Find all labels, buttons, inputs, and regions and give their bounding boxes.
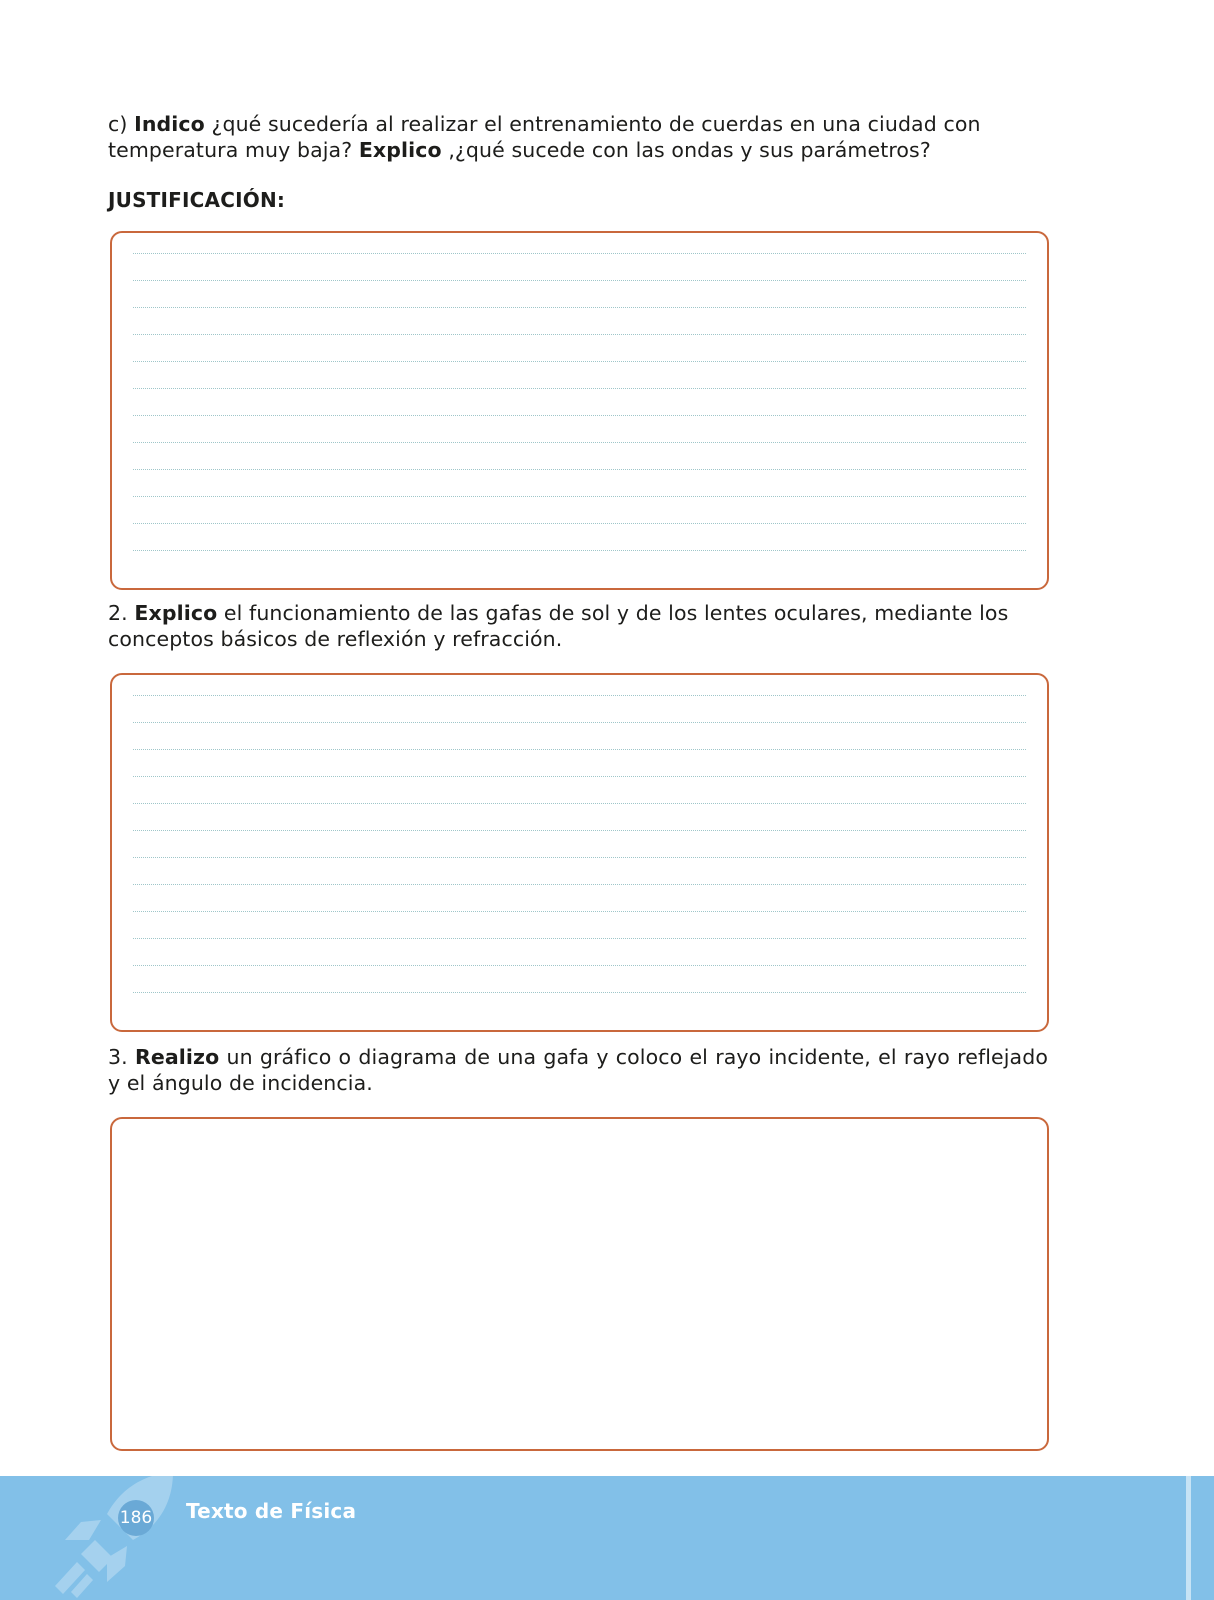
writing-line: [133, 496, 1026, 497]
answer-box-question-2[interactable]: [110, 673, 1049, 1032]
writing-line: [133, 749, 1026, 750]
writing-line: [133, 388, 1026, 389]
writing-line: [133, 803, 1026, 804]
writing-line: [133, 442, 1026, 443]
question-2-prefix: 2.: [108, 601, 135, 625]
writing-line: [133, 361, 1026, 362]
justification-heading: JUSTIFICACIÓN:: [108, 188, 286, 212]
question-2-text: [108, 600, 1048, 652]
question-c-text-part2: ,¿qué sucede con las ondas y sus parámetros?: [441, 138, 931, 162]
question-2-body: el funcionamiento de las gafas de sol y de los lentes oculares, mediante los conceptos básicos de reflexión y refracción.: [108, 601, 1009, 651]
question-c-prefix: c): [108, 112, 135, 136]
drawing-box-question-3[interactable]: [110, 1117, 1049, 1451]
question-c-verb-explico: Explico: [358, 138, 442, 162]
writing-line: [133, 550, 1026, 551]
question-3-text: [108, 1044, 1048, 1096]
writing-line: [133, 334, 1026, 335]
writing-line: [133, 884, 1026, 885]
writing-line: [133, 307, 1026, 308]
question-c-text-part1: ¿qué sucedería al realizar el entrenamiento de cuerdas en una ciudad con temperatura muy baja?: [108, 112, 981, 162]
book-title: Texto de Física: [186, 1499, 357, 1523]
question-3-verb: Realizo: [134, 1045, 220, 1069]
writing-line: [133, 722, 1026, 723]
writing-line: [133, 776, 1026, 777]
writing-line: [133, 523, 1026, 524]
question-c-text: [108, 111, 1048, 163]
writing-line: [133, 280, 1026, 281]
writing-line: [133, 469, 1026, 470]
writing-line: [133, 965, 1026, 966]
question-2-verb: Explico: [134, 601, 218, 625]
answer-box-justification[interactable]: [110, 231, 1049, 590]
footer-edge-stripe: [1191, 1476, 1214, 1600]
writing-line: [133, 830, 1026, 831]
writing-line: [133, 253, 1026, 254]
question-3-body: un gráfico o diagrama de una gafa y coloco el rayo incidente, el rayo reflejado y el ángulo de incidencia.: [108, 1045, 1048, 1095]
question-c-verb-indico: Indico: [134, 112, 205, 136]
rocket-icon: [55, 1470, 185, 1600]
writing-line: [133, 857, 1026, 858]
question-3-prefix: 3.: [108, 1045, 135, 1069]
writing-line: [133, 695, 1026, 696]
page-number: 186: [119, 1508, 153, 1528]
page-number-badge: [118, 1500, 154, 1536]
writing-line: [133, 415, 1026, 416]
writing-line: [133, 992, 1026, 993]
writing-line: [133, 911, 1026, 912]
writing-line: [133, 938, 1026, 939]
